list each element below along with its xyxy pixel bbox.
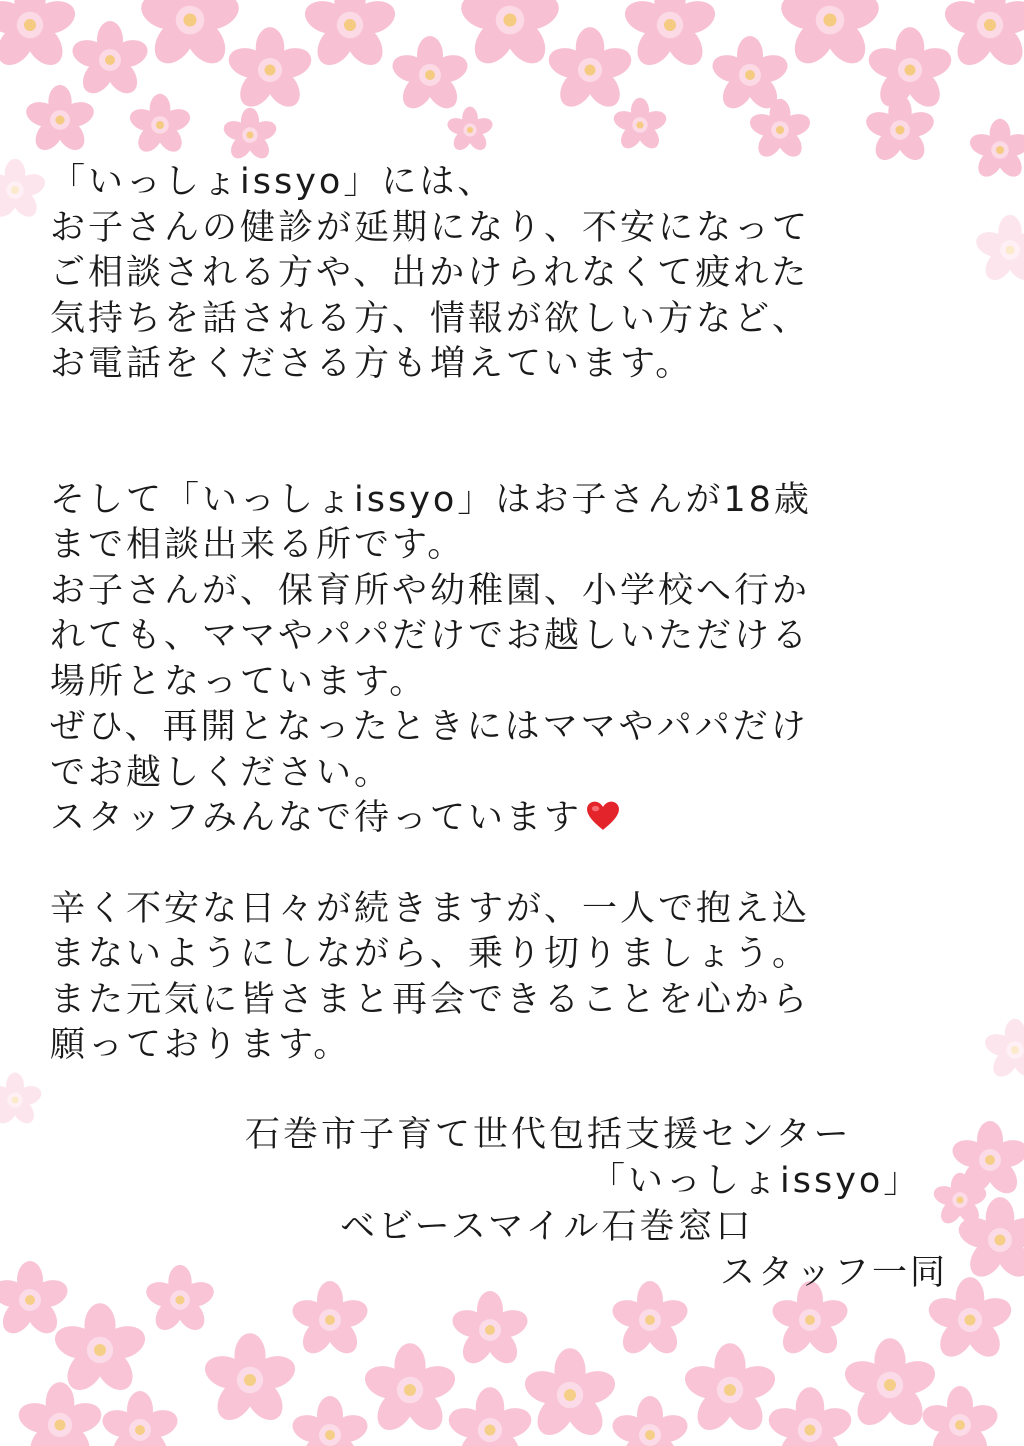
text-line: 「いっしょissyo」には、	[50, 162, 496, 202]
text-line: お子さんが、保育所や幼稚園、小学校へ行か	[50, 570, 811, 611]
text-line: でお越しください。	[50, 752, 393, 793]
text-line: 願っております。	[50, 1025, 352, 1065]
text-line: ご相談される方や、出かけられなくて疲れた	[50, 253, 810, 293]
text-line: また元気に皆さまと再会できることを心から	[50, 979, 811, 1020]
paragraph-intro	[50, 160, 1000, 388]
text-line: スタッフみんなで待っています	[50, 798, 583, 838]
text-line: お電話をくださる方も増えています。	[50, 344, 694, 384]
text-line: れても、ママやパパだけでお越しいただける	[50, 616, 811, 656]
text-line: そして「いっしょissyo」はお子さんが18歳	[50, 479, 812, 520]
signature-organization: 石巻市子育て世代包括支援センター	[245, 1115, 852, 1155]
text-line: お子さんの健診が延期になり、不安になって	[50, 207, 811, 248]
text-line: まないようにしながら、乗り切りましょう。	[50, 934, 811, 974]
letter-body	[50, 160, 1000, 1069]
text-line: まで相談出来る所です。	[50, 525, 466, 565]
red-heart-icon	[586, 799, 620, 833]
paragraph-consultation	[50, 478, 1000, 842]
paragraph-closing	[50, 887, 1000, 1069]
text-line: 辛く不安な日々が続きますが、一人で抱え込	[50, 888, 811, 929]
text-line: ぜひ、再開となったときにはママやパパだけ	[50, 707, 809, 747]
text-line: 場所となっています。	[50, 661, 428, 702]
signature-office: ベビースマイル石巻窓口	[340, 1207, 754, 1247]
text-line-with-heart	[50, 796, 1000, 842]
text-line: 気持ちを話される方、情報が欲しい方など、	[50, 298, 811, 339]
signature-center-name: 「いっしょissyo」	[590, 1161, 922, 1201]
signature-staff: スタッフ一同	[720, 1253, 949, 1293]
